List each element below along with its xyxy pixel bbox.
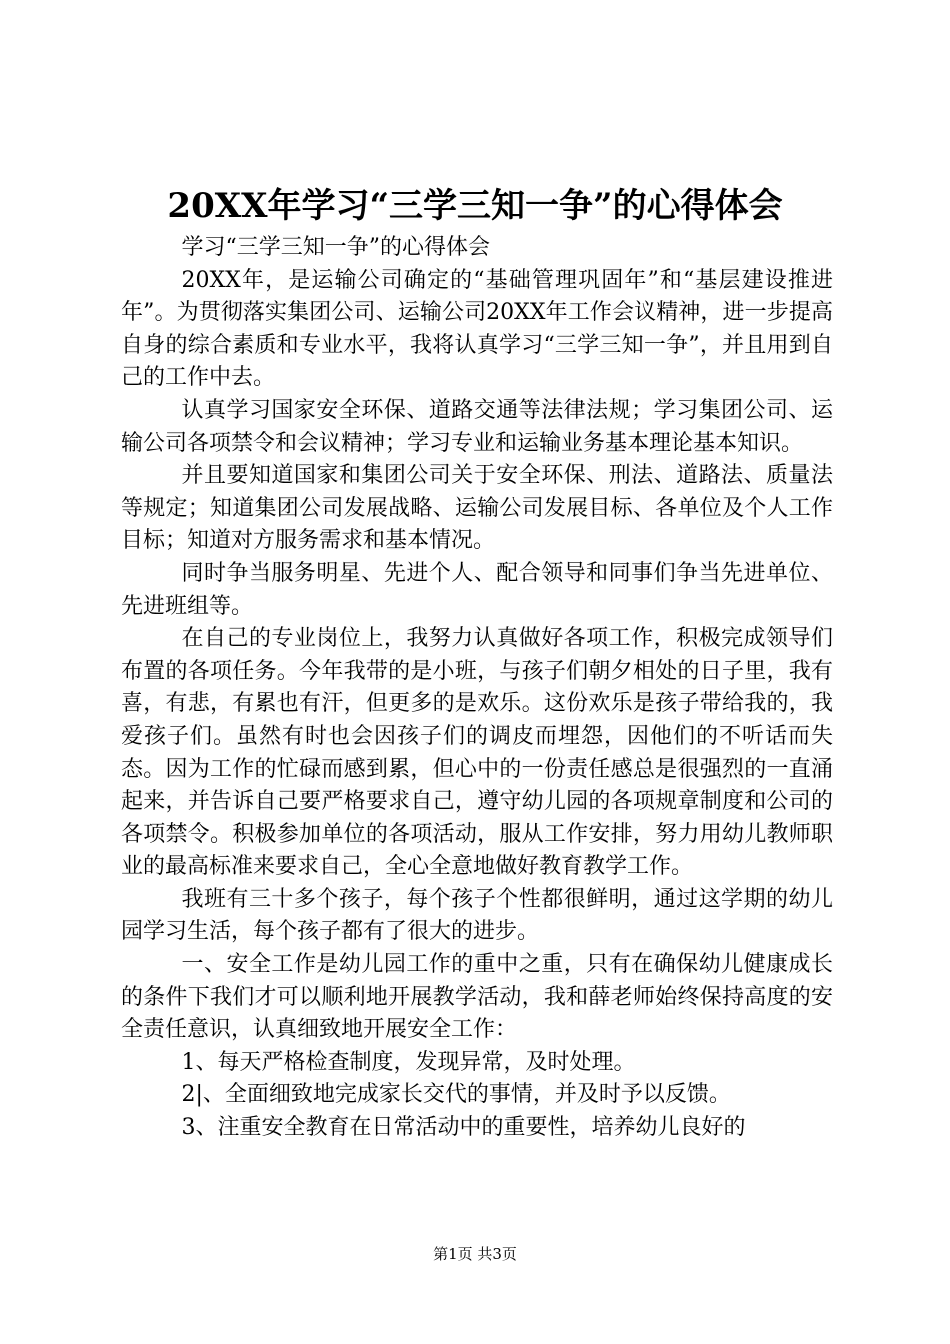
page-footer: 第1页 共3页	[433, 1245, 517, 1263]
list-item: 2|、全面细致地完成家长交代的事情，并及时予以反馈。	[181, 1082, 731, 1108]
paragraph: 我班有三十多个孩子，每个孩子个性都很鲜明，通过这学期的幼儿园学习生活，每个孩子都有了很大的进步。	[121, 886, 833, 945]
paragraph: 并且要知道国家和集团公司关于安全环保、刑法、道路法、质量法等规定；知道集团公司发展战略、运输公司发展目标、各单位及个人工作目标；知道对方服务需求和基本情况。	[121, 463, 833, 554]
paragraph: 一、安全工作是幼儿园工作的重中之重，只有在确保幼儿健康成长的条件下我们才可以顺利地开展教学活动，我和薛老师始终保持高度的安全责任意识，认真细致地开展安全工作：	[121, 952, 833, 1043]
paragraph: 认真学习国家安全环保、道路交通等法律法规；学习集团公司、运输公司各项禁令和会议精神；学习专业和运输业务基本理论基本知识。	[121, 397, 833, 456]
list-item: 1、每天严格检查制度，发现异常，及时处理。	[181, 1049, 636, 1075]
paragraph: 20XX年，是运输公司确定的“基础管理巩固年”和“基层建设推进年”。为贯彻落实集团公司、运输公司20XX年工作会议精神，进一步提高自身的综合素质和专业水平，我将认真学习“三学三知一争”，并且用到自己的工作中去。	[121, 267, 833, 391]
paragraph: 同时争当服务明星、先进个人、配合领导和同事们争当先进单位、先进班组等。	[121, 560, 833, 619]
paragraph-subtitle: 学习“三学三知一争”的心得体会	[181, 235, 490, 260]
paragraph: 在自己的专业岗位上，我努力认真做好各项工作，积极完成领导们布置的各项任务。今年我带的是小班，与孩子们朝夕相处的日子里，我有喜，有悲，有累也有汗，但更多的是欢乐。这份欢乐是孩子带给我的，我爱孩子们。虽然有时也会因孩子们的调皮而埋怨，因他们的不听话而失态。因为工作的忙碌而感到累，但心中的一份责任感总是很强烈的一直涌起来，并告诉自己要严格要求自己，遵守幼儿园的各项规章制度和公司的各项禁令。积极参加单位的各项活动，服从工作安排，努力用幼儿教师职业的最高标准来要求自己，全心全意地做好教育教学工作。	[121, 626, 833, 880]
document-body	[121, 232, 833, 1145]
document-title: 20XX年学习“三学三知一争”的心得体会	[167, 186, 783, 226]
list-item: 3、注重安全教育在日常活动中的重要性，培养幼儿良好的	[181, 1115, 746, 1141]
